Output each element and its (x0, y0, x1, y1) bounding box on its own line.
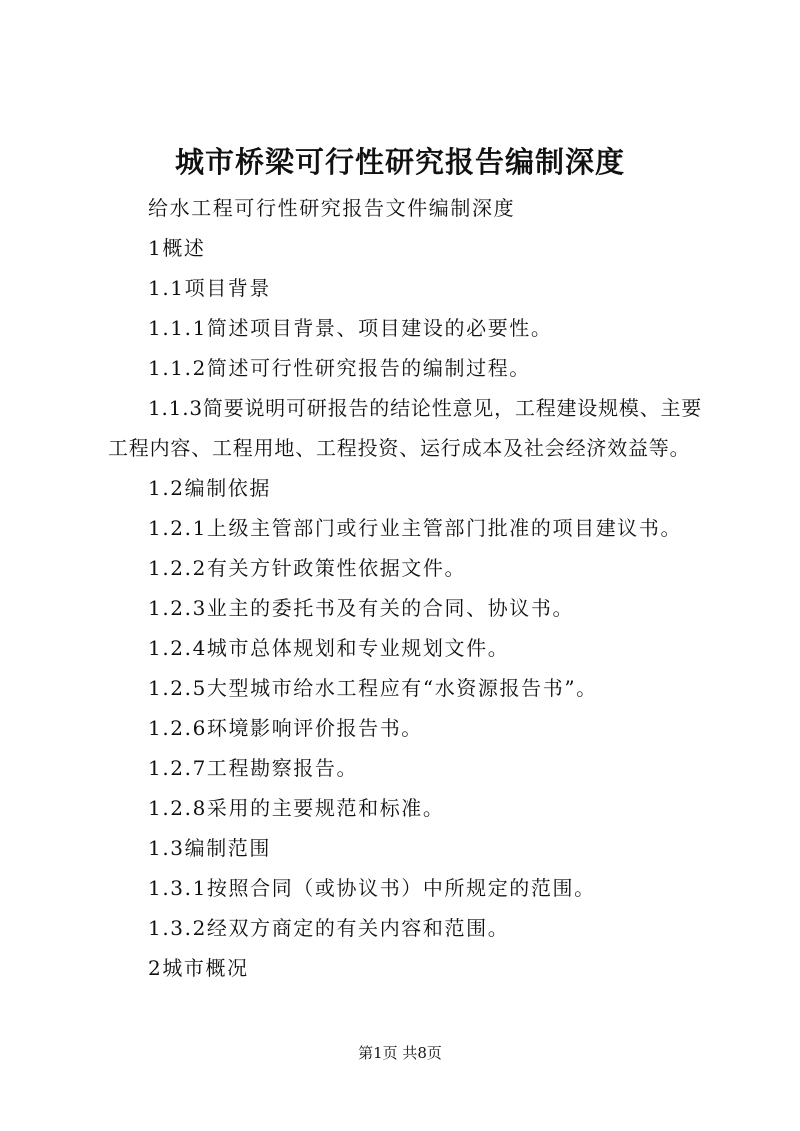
list-item: 1.2.8采用的主要规范和标准。 (148, 796, 445, 820)
list-item: 1.2.1上级主管部门或行业主管部门批准的项目建议书。 (148, 516, 683, 540)
list-item: 1.2.6环境影响评价报告书。 (148, 716, 423, 740)
subsection-heading: 1.3编制范围 (148, 836, 272, 860)
list-item: 1.2.4城市总体规划和专业规划文件。 (148, 636, 510, 660)
paragraph-subtitle: 给水工程可行性研究报告文件编制深度 (148, 196, 516, 220)
list-item: 1.2.5大型城市给水工程应有“水资源报告书”。 (148, 676, 598, 700)
list-item: 1.2.7工程勘察报告。 (148, 756, 359, 780)
list-item: 1.2.3业主的委托书及有关的合同、协议书。 (148, 596, 575, 620)
list-item: 1.3.1按照合同（或协议书）中所规定的范围。 (148, 876, 596, 900)
document-title: 城市桥梁可行性研究报告编制深度 (174, 145, 625, 179)
list-item: 1.2.2有关方针政策性依据文件。 (148, 556, 467, 580)
list-item: 1.1.3简要说明可研报告的结论性意见，工程建设规模、主要工程内容、工程用地、工程投资、运行成本及社会经济效益等。 (108, 396, 703, 460)
subsection-heading: 1.2编制依据 (148, 476, 272, 500)
list-item: 1.3.2经双方商定的有关内容和范围。 (148, 916, 510, 940)
list-item: 1.1.2简述可行性研究报告的编制过程。 (148, 356, 531, 380)
list-item: 1.1.1简述项目背景、项目建设的必要性。 (148, 316, 553, 340)
page-number-footer: 第1页 共8页 (358, 1044, 442, 1062)
section-heading: 2城市概况 (148, 956, 249, 980)
document-body (108, 188, 708, 988)
section-heading: 1概述 (148, 236, 206, 260)
subsection-heading: 1.1项目背景 (148, 276, 272, 300)
